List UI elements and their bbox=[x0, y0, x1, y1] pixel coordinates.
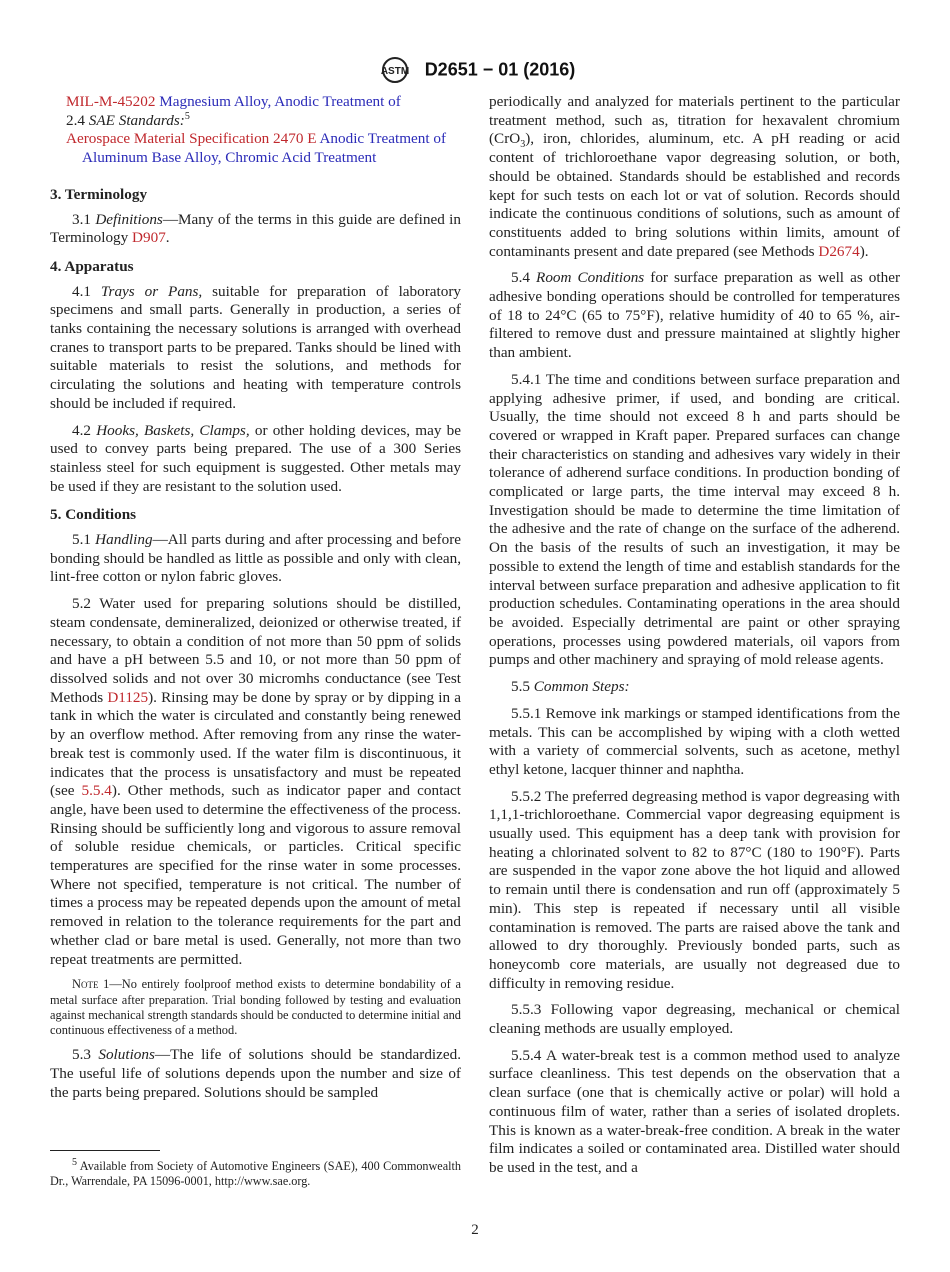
text-segment: 3. Terminology bbox=[50, 185, 148, 203]
paragraph bbox=[489, 705, 900, 780]
section-heading bbox=[50, 186, 461, 205]
text-segment: 5.5 bbox=[511, 678, 534, 696]
text-segment: Definitions bbox=[95, 210, 163, 228]
text-segment: Trays or Pans, bbox=[100, 282, 203, 300]
text-segment: 5.3 bbox=[72, 1046, 99, 1064]
text-segment: Handling bbox=[95, 531, 153, 549]
document-designation: D2651 − 01 (2016) bbox=[424, 59, 576, 80]
text-segment: suitable for preparation of laboratory specimens and small parts. Generally in production, a series of tanks containing the necessary solutions is arranged with overhead cranes to transport parts to be prepared. Tanks should be lined with suitable materials to resist the solutions, and methods for circulating the solutions and heating with temperature controls should be included if required. bbox=[50, 282, 461, 412]
paragraph bbox=[50, 422, 461, 497]
text-segment: 5.1 bbox=[72, 531, 96, 549]
text-segment: 4.1 bbox=[72, 282, 101, 300]
note bbox=[50, 977, 461, 1038]
paragraph bbox=[489, 788, 900, 994]
right-column bbox=[489, 93, 900, 1186]
paragraph bbox=[50, 283, 461, 414]
text-segment: —The life of solutions should be standardized. The useful life of solutions depends upon the number and size of the parts being prepared. Solutions should be sampled bbox=[50, 1046, 462, 1101]
reference-link[interactable]: 5.5.4 bbox=[81, 782, 112, 800]
text-segment: Hooks, Baskets, Clamps, bbox=[96, 421, 250, 439]
reference-link[interactable]: D1125 bbox=[107, 688, 149, 706]
text-segment: 4. Apparatus bbox=[50, 257, 134, 275]
text-segment: 3.1 bbox=[72, 210, 96, 228]
reference-link[interactable]: Magnesium Alloy, Anodic Treatment of bbox=[155, 93, 401, 110]
text-segment: or other holding devices, may be used to convey parts being prepared. The use of a 300 Series stainless steel for such equipment is suggested. Other metals may be used if they are resistant to the solution used. bbox=[50, 421, 461, 495]
footnote bbox=[50, 1156, 461, 1190]
text-segment: 5.5.1 Remove ink markings or stamped identifications from the metals. This can be accomplished by wiping with a cloth wetted with a variety of commercial solvents, such as acetone, methyl ethyl ketone, lacquer thinner and naphtha. bbox=[489, 704, 900, 778]
paragraph bbox=[489, 678, 900, 697]
section-heading bbox=[50, 258, 461, 277]
reference-link[interactable]: MIL-M-45202 bbox=[66, 93, 156, 110]
text-segment: 5.5.2 The preferred degreasing method is vapor degreasing with 1,1,1-trichloroethane. Commercial vapor degreasing equipment is usually used. This equipment has a deep tank with provision for heating a chlorinated solvent to 82 to 87°C (180 to 190°F). Parts are suspended in the vapor zone above the hot liquid and allowed to remain until there is condensation and run off (approximately 5 min). This step is repeated if necessary until all visible contamination is removed. The parts are raised above the tank and allowed to dry thoroughly. Previously bonded parts, such as honeycomb core materials, are usually not degreased due to difficulty in removing residue. bbox=[489, 787, 900, 992]
text-segment: ). Rinsing may be done by spray or by dipping in a tank in which the water is circulated and constantly being renewed by an overflow method. After removing from any rinse the water-break test is commonly used. If the water film is discontinuous, it indicates that the process is unsatisfactory and must be repeated (see bbox=[50, 688, 461, 800]
paragraph bbox=[489, 1001, 900, 1038]
paragraph bbox=[489, 269, 900, 363]
page-header bbox=[0, 56, 950, 84]
text-segment: for surface preparation as well as other adhesive bonding operations should be controlled for temperatures of 18 to 24°C (65 to 75°F), relative humidity of 40 to 65 %, air-filtered to remove dust and pressure maintained at slightly higher than ambient. bbox=[489, 269, 901, 362]
paragraph bbox=[50, 112, 461, 131]
footnote-marker: 5 bbox=[184, 110, 190, 122]
astm-logo-icon bbox=[375, 56, 415, 84]
section-heading bbox=[50, 506, 461, 525]
paragraph bbox=[50, 595, 461, 969]
reference-link[interactable]: Aerospace Material Specification 2470 E bbox=[66, 130, 317, 148]
text-segment: SAE Standards: bbox=[88, 111, 185, 129]
paragraph bbox=[50, 93, 461, 112]
reference-link[interactable]: Anodic Treatment of Aluminum Base Alloy, Chromic Acid Treatment bbox=[82, 130, 447, 167]
text-segment: 5.5.3 Following vapor degreasing, mechanical or chemical cleaning methods are usually employed. bbox=[489, 1001, 900, 1038]
paragraph bbox=[489, 1047, 900, 1178]
text-segment: ). Other methods, such as indicator paper and contact angle, have been used to determine the effectiveness of the process. Rinsing should be sufficiently long and vigorous to assure removal of soluble residue chemicals, or particles. Critical specific temperatures are specified for the rinse water in some processes. Where not specified, temperature is not critical. The number of times a process may be repeated depends upon the amount of metal removed in relation to the tolerance requirements for the part and whether clad or bare metal is used. Generally, not more than two repeat treatments are permitted. bbox=[50, 782, 462, 968]
text-segment: Common Steps: bbox=[533, 678, 630, 696]
text-segment: 1—No entirely foolproof method exists to determine bondability of a metal surface after preparation. Trial bonding followed by testing and evaluation against mechanical strength standards should be conducted to determine initial and continuous effectiveness of a method. bbox=[50, 977, 461, 1038]
text-segment: Note bbox=[72, 977, 99, 992]
text-segment: 5.4.1 The time and conditions between surface preparation and applying adhesive primer, if used, and bonding are critical. Usually, the time should not exceed 8 h and parts should be covered or wrapped in Kraft paper. Prepared surfaces can change their characteristics on standing and adhesives vary widely in their tolerance of adherend surface conditions. In production bonding of complicated or large parts, the time interval may exceed 8 h. Investigation should be made to determine the time limitation of the adhesive and the rate of change on the surface of the adherend. On the basis of the results of such an investigation, it may be possible to extend the length of time and establish standards for the interval between surface preparation and adhesive application to fit production schedules. Contaminating operations in the area should be avoided. Especially detrimental are paint or other spraying operations, processes using powdered materials, oil vapors from pumps and other machinery and spraying of mold release agents. bbox=[489, 370, 900, 669]
footnote-divider bbox=[50, 1150, 160, 1151]
text-segment: 4.2 bbox=[72, 421, 97, 439]
paragraph bbox=[489, 93, 900, 261]
left-column bbox=[50, 93, 461, 1111]
footnote-text: Available from Society of Automotive Engineers (SAE), 400 Commonwealth Dr., Warrendale, PA 15096-0001, http://www.sae.org. bbox=[50, 1159, 461, 1189]
text-segment: 5.5.4 A water-break test is a common method used to analyze surface cleanliness. This test depends on the observation that a clean surface (one that is chemically active or polar) will hold a continuous film of water, rather than a series of isolated droplets. This is known as a water-break-free condition. A break in the water film indicates a soiled or contaminated area. Distilled water should be used in the test, and a bbox=[489, 1046, 900, 1176]
text-segment: 3 bbox=[520, 139, 526, 151]
text-segment: periodically and analyzed for materials pertinent to the particular treatment method, such as, titration for hexavalent chromium (CrO bbox=[489, 93, 900, 148]
paragraph bbox=[50, 531, 461, 587]
text-segment: —Many of the terms in this guide are defined in Terminology bbox=[50, 210, 461, 247]
footnote-marker: 5 bbox=[72, 1156, 77, 1168]
page-number: 2 bbox=[471, 1222, 479, 1238]
text-segment: Solutions bbox=[98, 1046, 155, 1064]
svg-text:ASTM: ASTM bbox=[380, 66, 409, 77]
text-segment: 2.4 bbox=[66, 111, 89, 129]
paragraph bbox=[50, 211, 461, 248]
text-segment: —All parts during and after processing and before bonding should be handled as little as possible and only with clean, lint-free cotton or nylon fabric gloves. bbox=[50, 531, 462, 586]
reference-link[interactable]: D2674 bbox=[818, 242, 860, 260]
text-segment: 5.4 bbox=[511, 269, 537, 287]
text-segment: . bbox=[165, 229, 170, 247]
text-segment: Room Conditions bbox=[536, 269, 645, 287]
text-segment: 5. Conditions bbox=[50, 506, 137, 524]
paragraph bbox=[489, 371, 900, 670]
text-segment: 5.2 Water used for preparing solutions should be distilled, steam condensate, demineralized, deionized or otherwise treated, if necessary, to obtain a condition of not more than 50 ppm of solids and have a pH between 5.5 and 10, or not more than 50 ppm of dissolved solids and not over 30 micromhs conductance (see Test Methods bbox=[50, 595, 461, 706]
text-segment: ), iron, chlorides, aluminum, etc. A pH reading or acid content of trichloroethane vapor degreasing solution, or both, should be obtained. Standards should be established and records kept for such tests on each lot or vat of solution. Records should indicate the continuous conditions of solutions, such as amount of constituents added to bring solutions within limits, amount of contaminants present and date prepared (see Methods bbox=[489, 130, 900, 260]
paragraph bbox=[50, 130, 461, 167]
text-segment: ). bbox=[859, 242, 869, 260]
paragraph bbox=[50, 1046, 461, 1102]
reference-link[interactable]: D907 bbox=[132, 229, 166, 247]
